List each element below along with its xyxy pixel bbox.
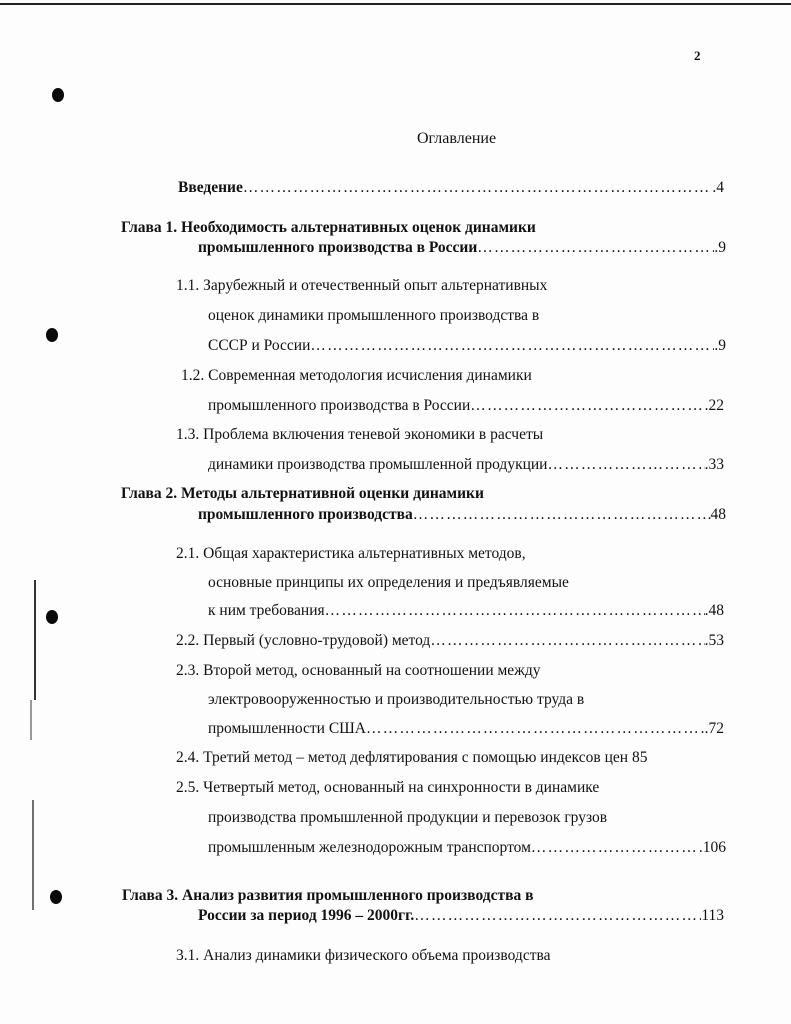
toc-s12-page: .22	[704, 397, 724, 414]
toc-entry-s23[interactable]	[208, 719, 724, 739]
toc-s12-line1[interactable]: 1.2. Современная методология исчисления динамики	[181, 367, 532, 384]
toc-chapter1-line2: промышленного производства в России	[198, 239, 478, 256]
toc-s21-line2[interactable]: основные принципы их определения и предъявляемые	[208, 574, 569, 591]
toc-entry-chapter2[interactable]	[198, 505, 726, 525]
page-number: 2	[694, 48, 701, 63]
toc-entry-s12[interactable]	[208, 396, 724, 416]
dot-leader	[477, 238, 714, 258]
toc-s11-line3: СССР и России	[208, 337, 311, 354]
toc-s31-line1[interactable]: 3.1. Анализ динамики физического объема производства	[176, 947, 551, 964]
top-border-line	[0, 3, 791, 5]
dot-leader	[531, 838, 699, 858]
toc-s21-line3: к ним требования	[208, 602, 325, 619]
scan-edge-mark	[32, 800, 34, 910]
toc-chapter3-line2: России за период 1996 – 2000гг.	[198, 907, 415, 924]
toc-chapter3-page: 113	[701, 907, 724, 924]
toc-chapter3-line1[interactable]: Глава 3. Анализ развития промышленного производства в	[122, 887, 534, 904]
toc-entry-s21[interactable]	[208, 601, 724, 621]
toc-s25-line2[interactable]: производства промышленной продукции и перевозок грузов	[208, 809, 608, 826]
toc-s13-page: .33	[704, 456, 724, 473]
toc-intro-label: Введение	[178, 179, 243, 196]
toc-s12-line2: промышленного производства в России	[208, 397, 471, 414]
toc-chapter2-line2: промышленного производства	[198, 506, 413, 523]
punch-hole-mark	[46, 328, 58, 342]
toc-chapter1-page: .9	[714, 239, 726, 256]
dot-leader	[547, 455, 704, 475]
dot-leader	[470, 396, 704, 416]
toc-s24-line1[interactable]: 2.4. Третий метод – метод дефлятирования с помощью индексов цен 85	[176, 749, 648, 766]
toc-entry-chapter1[interactable]	[198, 238, 726, 258]
toc-s11-line2[interactable]: оценок динамики промышленного производства в	[208, 307, 540, 324]
toc-s25-line1[interactable]: 2.5. Четвертый метод, основанный на синхронности в динамике	[176, 779, 600, 796]
dot-leader	[325, 601, 705, 621]
toc-s21-page: .48	[704, 602, 724, 619]
toc-chapter1-line1[interactable]: Глава 1. Необходимость альтернативных оценок динамики	[121, 219, 536, 236]
dot-leader	[414, 906, 701, 926]
toc-entry-s25[interactable]	[208, 838, 726, 858]
toc-entry-s13[interactable]	[208, 455, 724, 475]
scan-edge-mark	[34, 580, 36, 700]
toc-s23-line2[interactable]: электровооруженностью и производительностью труда в	[208, 691, 585, 708]
toc-s23-page: .72	[704, 720, 724, 737]
toc-entry-s22[interactable]	[176, 631, 724, 651]
toc-s23-line3: промышленности США	[208, 720, 366, 737]
punch-hole-mark	[52, 88, 64, 102]
toc-s25-line3: промышленным железнодорожным транспортом	[208, 839, 531, 856]
scan-edge-mark	[30, 700, 32, 740]
dot-leader	[310, 336, 714, 356]
toc-s25-page: .106	[698, 839, 726, 856]
toc-entry-chapter3[interactable]	[198, 906, 724, 926]
toc-s11-page: .9	[714, 337, 726, 354]
toc-intro-page: .4	[712, 179, 724, 196]
punch-hole-mark	[50, 890, 62, 904]
dot-leader	[413, 505, 711, 525]
toc-entry-intro[interactable]	[178, 178, 724, 198]
punch-hole-mark	[46, 610, 58, 624]
toc-chapter2-page: 48	[710, 506, 726, 523]
dot-leader	[430, 631, 704, 651]
toc-s13-line2: динамики производства промышленной продукции	[208, 456, 548, 473]
toc-s13-line1[interactable]: 1.3. Проблема включения теневой экономики в расчеты	[176, 426, 544, 443]
toc-s22-page: .53	[704, 632, 724, 649]
dot-leader	[366, 719, 705, 739]
toc-chapter2-line1[interactable]: Глава 2. Методы альтернативной оценки динамики	[121, 485, 484, 502]
toc-s11-line1[interactable]: 1.1. Зарубежный и отечественный опыт альтернативных	[176, 277, 548, 294]
toc-s23-line1[interactable]: 2.3. Второй метод, основанный на соотношении между	[176, 662, 541, 679]
page-title: Оглавление	[417, 130, 497, 147]
toc-entry-s11[interactable]	[208, 336, 726, 356]
toc-s21-line1[interactable]: 2.1. Общая характеристика альтернативных методов,	[176, 545, 526, 562]
dot-leader	[243, 178, 713, 198]
toc-s22-line1: 2.2. Первый (условно-трудовой) метод	[176, 632, 431, 649]
